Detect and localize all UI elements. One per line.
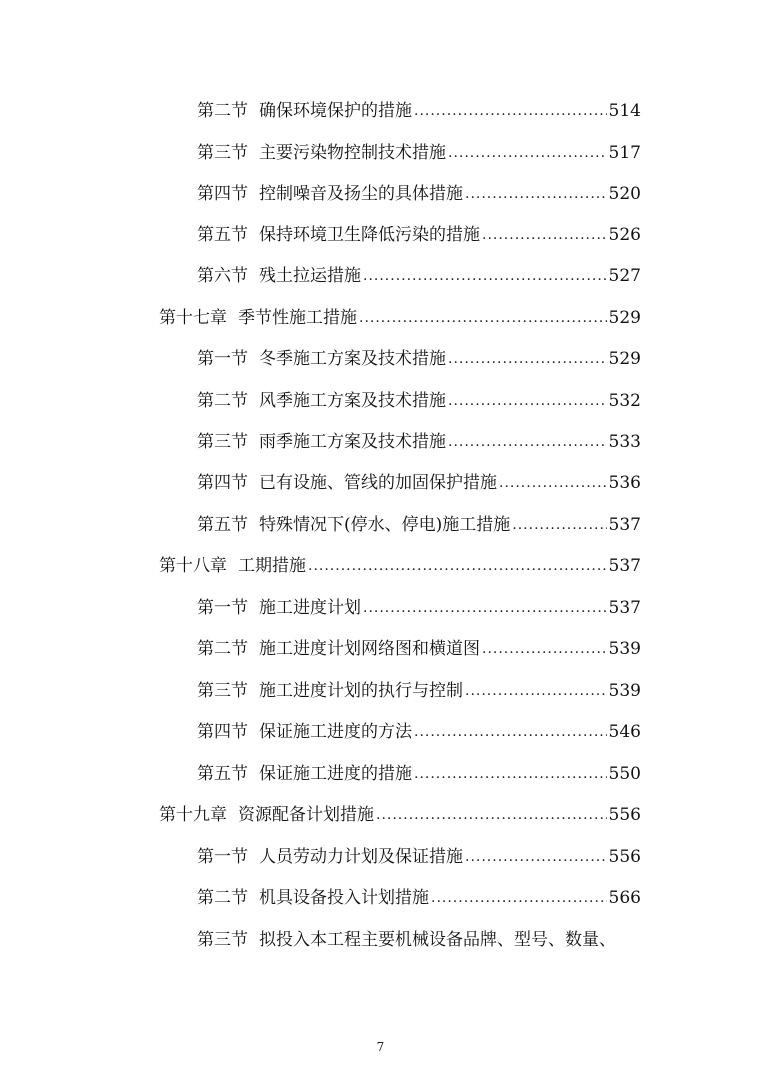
entry-page: 556 — [608, 805, 641, 825]
entry-number: 第五节 — [197, 225, 248, 245]
entry-number: 第二节 — [197, 101, 248, 121]
entry-title: 保持环境卫生降低污染的措施 — [259, 225, 480, 245]
dot-leader — [363, 265, 607, 287]
entry-number: 第二节 — [197, 639, 248, 659]
entry-title: 确保环境保护的措施 — [259, 101, 412, 121]
toc-entry[interactable] — [197, 676, 641, 702]
entry-number: 第三节 — [197, 143, 248, 163]
dot-leader — [363, 597, 607, 619]
dot-leader — [414, 721, 607, 743]
entry-title: 机具设备投入计划措施 — [259, 888, 429, 908]
page-number: 7 — [376, 1040, 385, 1054]
toc-entry[interactable] — [197, 427, 641, 453]
entry-title: 施工进度计划网络图和横道图 — [259, 639, 480, 659]
entry-number: 第五节 — [197, 515, 248, 535]
entry-page: 517 — [608, 143, 641, 163]
entry-page: 526 — [608, 225, 641, 245]
entry-title: 已有设施、管线的加固保护措施 — [259, 473, 497, 493]
toc-entry[interactable] — [197, 344, 641, 370]
dot-leader — [482, 224, 607, 246]
entry-title: 工期措施 — [238, 556, 306, 576]
entry-title: 雨季施工方案及技术措施 — [259, 432, 446, 452]
dot-leader — [465, 183, 607, 205]
entry-title: 人员劳动力计划及保证措施 — [259, 847, 463, 867]
dot-leader — [376, 804, 607, 826]
entry-number: 第三节 — [197, 930, 248, 950]
entry-number: 第十八章 — [159, 556, 227, 576]
dot-leader — [448, 348, 607, 370]
entry-page: 546 — [608, 722, 641, 742]
toc-chapter-entry[interactable] — [159, 551, 641, 577]
entry-title: 保证施工进度的方法 — [259, 722, 412, 742]
toc-entry[interactable] — [197, 510, 641, 536]
entry-page: 537 — [608, 598, 641, 618]
entry-page: 539 — [608, 681, 641, 701]
entry-title: 主要污染物控制技术措施 — [259, 143, 446, 163]
entry-number: 第十七章 — [159, 308, 227, 328]
dot-leader — [448, 431, 607, 453]
entry-number: 第三节 — [197, 681, 248, 701]
dot-leader — [512, 514, 606, 536]
toc-entry[interactable] — [197, 842, 641, 868]
dot-leader — [448, 390, 607, 412]
toc-entry[interactable] — [197, 634, 641, 660]
dot-leader — [431, 887, 607, 909]
dot-leader — [465, 680, 607, 702]
entry-number: 第十九章 — [159, 805, 227, 825]
entry-page: 520 — [608, 184, 641, 204]
toc-entry[interactable] — [197, 925, 641, 951]
toc-entry[interactable] — [197, 883, 641, 909]
toc-entry[interactable] — [197, 261, 641, 287]
toc-entry[interactable] — [197, 468, 641, 494]
entry-number: 第一节 — [197, 598, 248, 618]
entry-page: 529 — [608, 308, 641, 328]
dot-leader — [359, 307, 607, 329]
entry-number: 第六节 — [197, 266, 248, 286]
dot-leader — [482, 638, 607, 660]
toc-entry[interactable] — [197, 759, 641, 785]
entry-page: 536 — [608, 473, 641, 493]
entry-title: 冬季施工方案及技术措施 — [259, 349, 446, 369]
dot-leader — [448, 142, 607, 164]
entry-title: 施工进度计划 — [259, 598, 361, 618]
entry-title: 特殊情况下(停水、停电)施工措施 — [259, 515, 511, 535]
entry-page: 527 — [608, 266, 641, 286]
dot-leader — [308, 555, 607, 577]
entry-title: 资源配备计划措施 — [238, 805, 374, 825]
toc-entry[interactable] — [197, 717, 641, 743]
entry-page: 566 — [608, 888, 641, 908]
entry-number: 第四节 — [197, 184, 248, 204]
entry-title: 施工进度计划的执行与控制 — [259, 681, 463, 701]
toc-entry[interactable] — [197, 96, 641, 122]
toc-entry[interactable] — [197, 138, 641, 164]
entry-number: 第二节 — [197, 391, 248, 411]
dot-leader — [414, 100, 607, 122]
toc-entry[interactable] — [197, 593, 641, 619]
entry-number: 第二节 — [197, 888, 248, 908]
toc-chapter-entry[interactable] — [159, 303, 641, 329]
entry-page: 529 — [608, 349, 641, 369]
entry-page: 532 — [608, 391, 641, 411]
entry-number: 第四节 — [197, 473, 248, 493]
entry-page: 550 — [608, 764, 641, 784]
entry-title: 拟投入本工程主要机械设备品牌、型号、数量、 — [259, 930, 616, 950]
toc-entry[interactable] — [197, 386, 641, 412]
entry-number: 第三节 — [197, 432, 248, 452]
toc-entry[interactable] — [197, 179, 641, 205]
dot-leader — [465, 846, 607, 868]
toc-entry[interactable] — [197, 220, 641, 246]
entry-page: 556 — [608, 847, 641, 867]
entry-number: 第一节 — [197, 847, 248, 867]
entry-title: 风季施工方案及技术措施 — [259, 391, 446, 411]
entry-title: 残土拉运措施 — [259, 266, 361, 286]
entry-page: 514 — [608, 101, 641, 121]
entry-title: 季节性施工措施 — [238, 308, 357, 328]
entry-number: 第五节 — [197, 764, 248, 784]
entry-title: 控制噪音及扬尘的具体措施 — [259, 184, 463, 204]
entry-page: 537 — [608, 556, 641, 576]
entry-page: 539 — [608, 639, 641, 659]
entry-number: 第四节 — [197, 722, 248, 742]
dot-leader — [414, 763, 607, 785]
entry-page: 537 — [608, 515, 641, 535]
entry-title: 保证施工进度的措施 — [259, 764, 412, 784]
toc-chapter-entry[interactable] — [159, 800, 641, 826]
entry-page: 533 — [608, 432, 641, 452]
entry-number: 第一节 — [197, 349, 248, 369]
dot-leader — [499, 472, 607, 494]
